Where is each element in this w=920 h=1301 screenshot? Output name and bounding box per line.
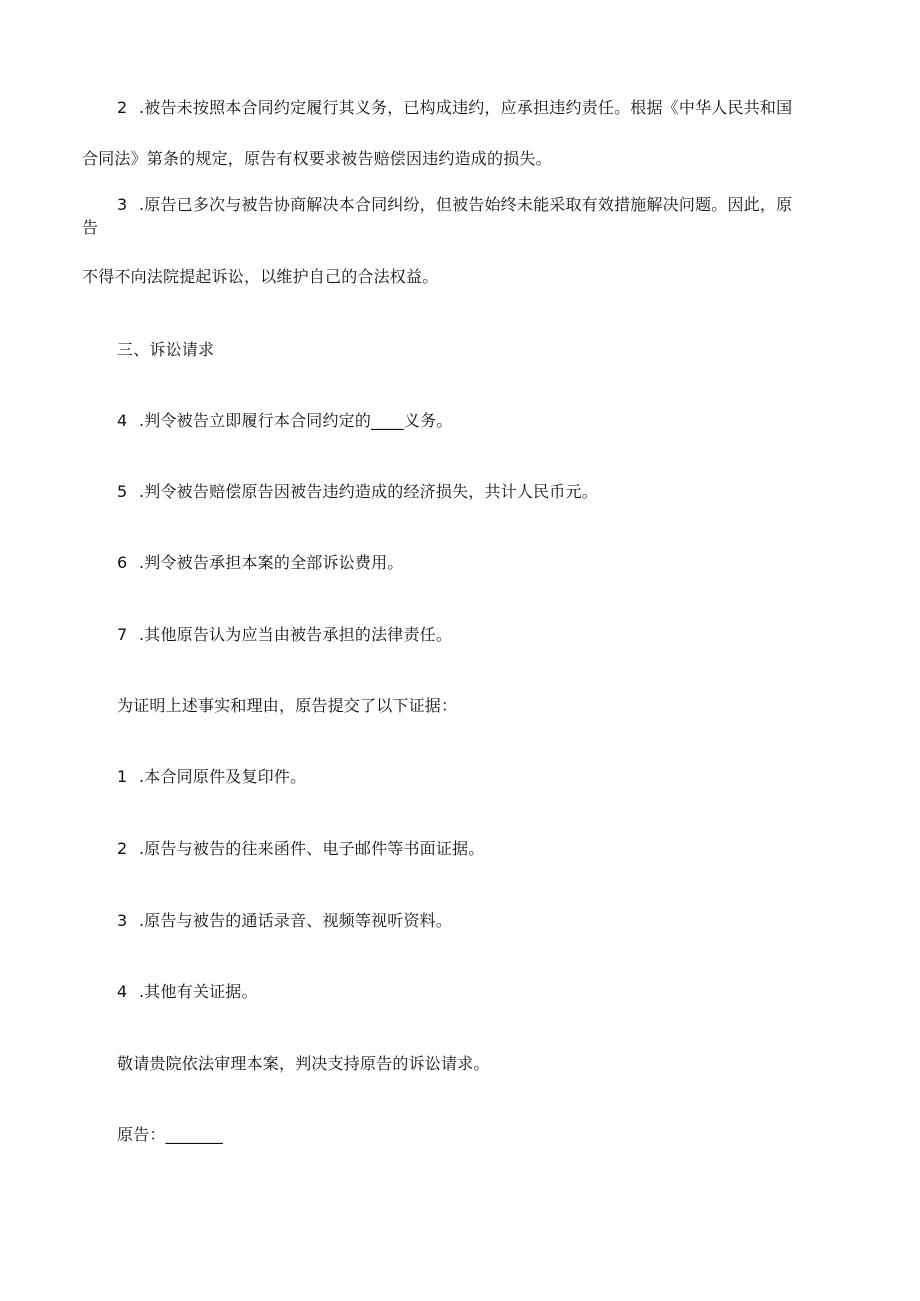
fact-item-3-line-1-wrap: 告: [82, 218, 99, 237]
claim-item: [117, 625, 452, 645]
claim-text: .判令被告承担本案的全部诉讼费用。: [139, 553, 404, 572]
fact-item-3-line-2: 不得不向法院提起诉讼，以维护自己的合法权益。: [82, 267, 439, 286]
evidence-item: [117, 839, 485, 859]
fact-item-3-number: 3: [117, 195, 128, 214]
claim-number: 7: [117, 625, 128, 644]
fact-item-3-text: .原告已多次与被告协商解决本合同纠纷，但被告始终未能采取有效措施解决问题。因此，原: [139, 195, 793, 214]
evidence-text: .原告与被告的往来函件、电子邮件等书面证据。: [139, 839, 485, 858]
evidence-intro: 为证明上述事实和理由，原告提交了以下证据：: [117, 696, 458, 715]
claim-text: .其他原告认为应当由被告承担的法律责任。: [139, 625, 453, 644]
closing-request: 敬请贵院依法审理本案，判决支持原告的诉讼请求。: [117, 1054, 490, 1073]
evidence-number: 1: [117, 767, 128, 786]
evidence-item: [117, 911, 452, 931]
claim-number: 6: [117, 553, 128, 572]
evidence-number: 4: [117, 982, 128, 1001]
claim-item: [117, 482, 598, 502]
evidence-text: .本合同原件及复印件。: [139, 767, 307, 786]
claim-item: [117, 553, 404, 573]
claims-heading: 三、诉讼请求: [117, 340, 215, 359]
evidence-item: [117, 982, 258, 1002]
plaintiff-signature-line: 原告：_______: [117, 1125, 224, 1144]
fact-item-2-line-2: 合同法》第条的规定，原告有权要求被告赔偿因违约造成的损失。: [82, 149, 552, 168]
evidence-text: .其他有关证据。: [139, 982, 258, 1001]
evidence-number: 2: [117, 839, 128, 858]
claim-number: 5: [117, 482, 128, 501]
fact-item-2-line-1: [117, 98, 792, 118]
fact-item-3-line-1: [117, 195, 792, 215]
claim-text: .判令被告赔偿原告因被告违约造成的经济损失，共计人民币元。: [139, 482, 598, 501]
evidence-text: .原告与被告的通话录音、视频等视听资料。: [139, 911, 453, 930]
claim-item: [117, 411, 453, 431]
fact-item-2-text: .被告未按照本合同约定履行其义务，已构成违约，应承担违约责任。根据《中华人民共和国: [139, 98, 793, 117]
evidence-item: [117, 767, 306, 787]
evidence-number: 3: [117, 911, 128, 930]
fact-item-2-number: 2: [117, 98, 128, 117]
claim-number: 4: [117, 411, 128, 430]
claim-text: .判令被告立即履行本合同约定的____义务。: [139, 411, 453, 430]
